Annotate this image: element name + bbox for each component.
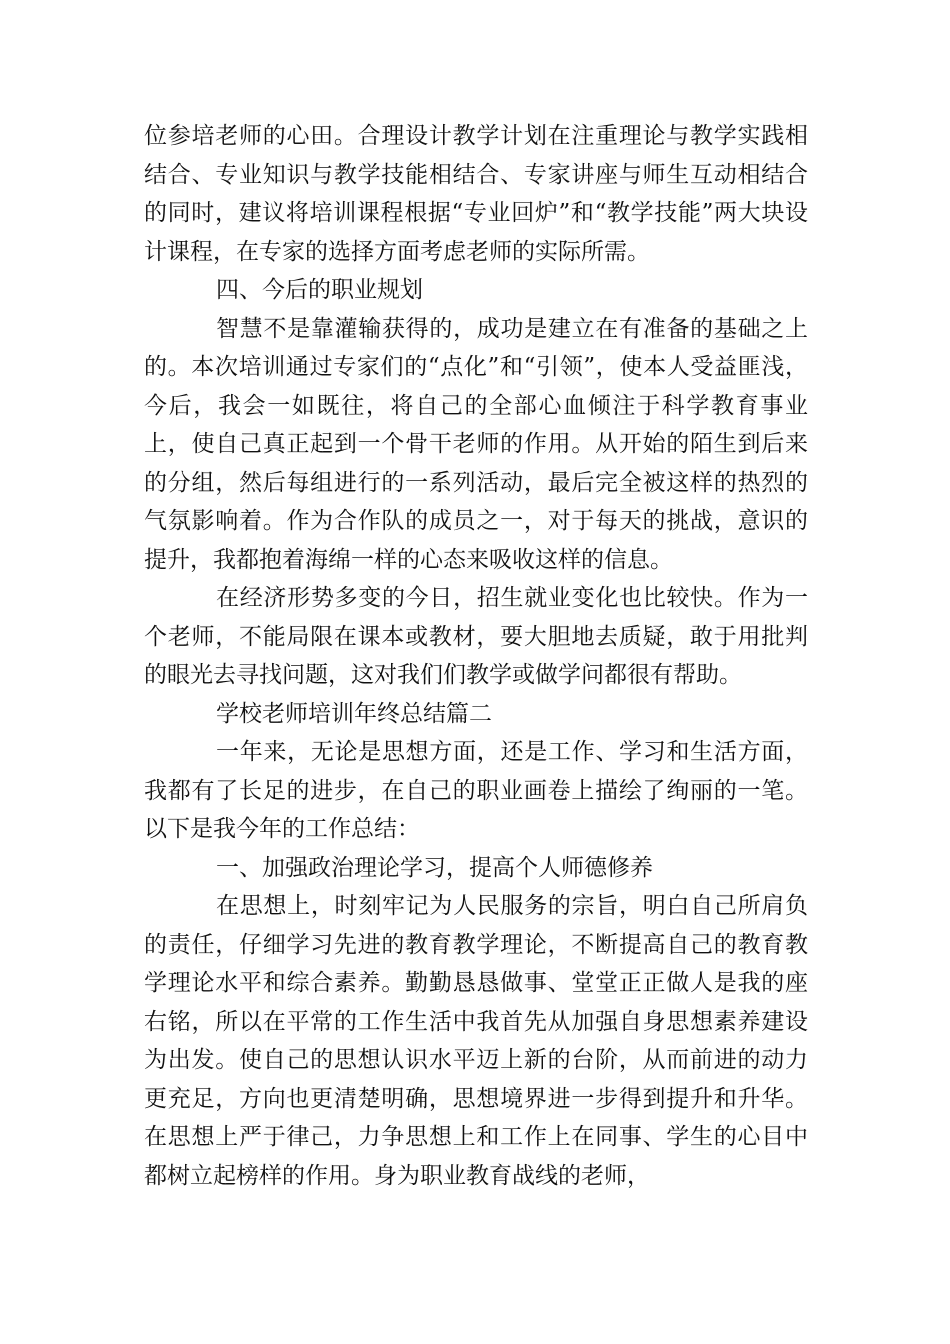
paragraph-wisdom: 智慧不是靠灌输获得的，成功是建立在有准备的基础之上的。本次培训通过专家们的“点化”和“引领”，使本人受益匪浅，今后，我会一如既往，将自己的全部心血倾注于科学教育事业上，使自己真正起到一个骨干老师的作用。从开始的陌生到后来的分组，然后每组进行的一系列活动，最后完全被这样的热烈的气氛影响着。作为合作队的成员之一，对于每天的挑战，意识的提升，我都抱着海绵一样的心态来吸收这样的信息。	[144, 315, 808, 573]
paragraph-year-review: 一年来，无论是思想方面，还是工作、学习和生活方面，我都有了长足的进步，在自己的职业画卷上描绘了绚丽的一笔。以下是我今年的工作总结：	[144, 739, 808, 842]
heading-career-plan: 四、今后的职业规划	[216, 277, 423, 303]
paragraph-economy: 在经济形势多变的今日，招生就业变化也比较快。作为一个老师，不能局限在课本或教材，要大胆地去质疑，敢于用批判的眼光去寻找问题，这对我们们教学或做学问都很有帮助。	[144, 585, 808, 688]
paragraph-ideology: 在思想上，时刻牢记为人民服务的宗旨，明白自己所肩负的责任，仔细学习先进的教育教学理论，不断提高自己的教育教学理论水平和综合素养。勤勤恳恳做事、堂堂正正做人是我的座右铭，所以在平常的工作生活中我首先从加强自身思想素养建设为出发。使自己的思想认识水平迈上新的台阶，从而前进的动力更充足，方向也更清楚明确，思想境界进一步得到提升和升华。在思想上严于律己，力争思想上和工作上在同事、学生的心目中都树立起榜样的作用。身为职业教育战线的老师，	[144, 893, 808, 1189]
heading-political-theory: 一、加强政治理论学习，提高个人师德修养	[216, 854, 653, 881]
document-page	[144, 117, 808, 1195]
paragraph-training-suggestion: 位参培老师的心田。合理设计教学计划在注重理论与教学实践相结合、专业知识与教学技能相结合、专家讲座与师生互动相结合的同时，建议将培训课程根据“专业回炉”和“教学技能”两大块设计课程，在专家的选择方面考虑老师的实际所需。	[144, 123, 808, 265]
heading-summary-part-two: 学校老师培训年终总结篇二	[216, 700, 492, 727]
